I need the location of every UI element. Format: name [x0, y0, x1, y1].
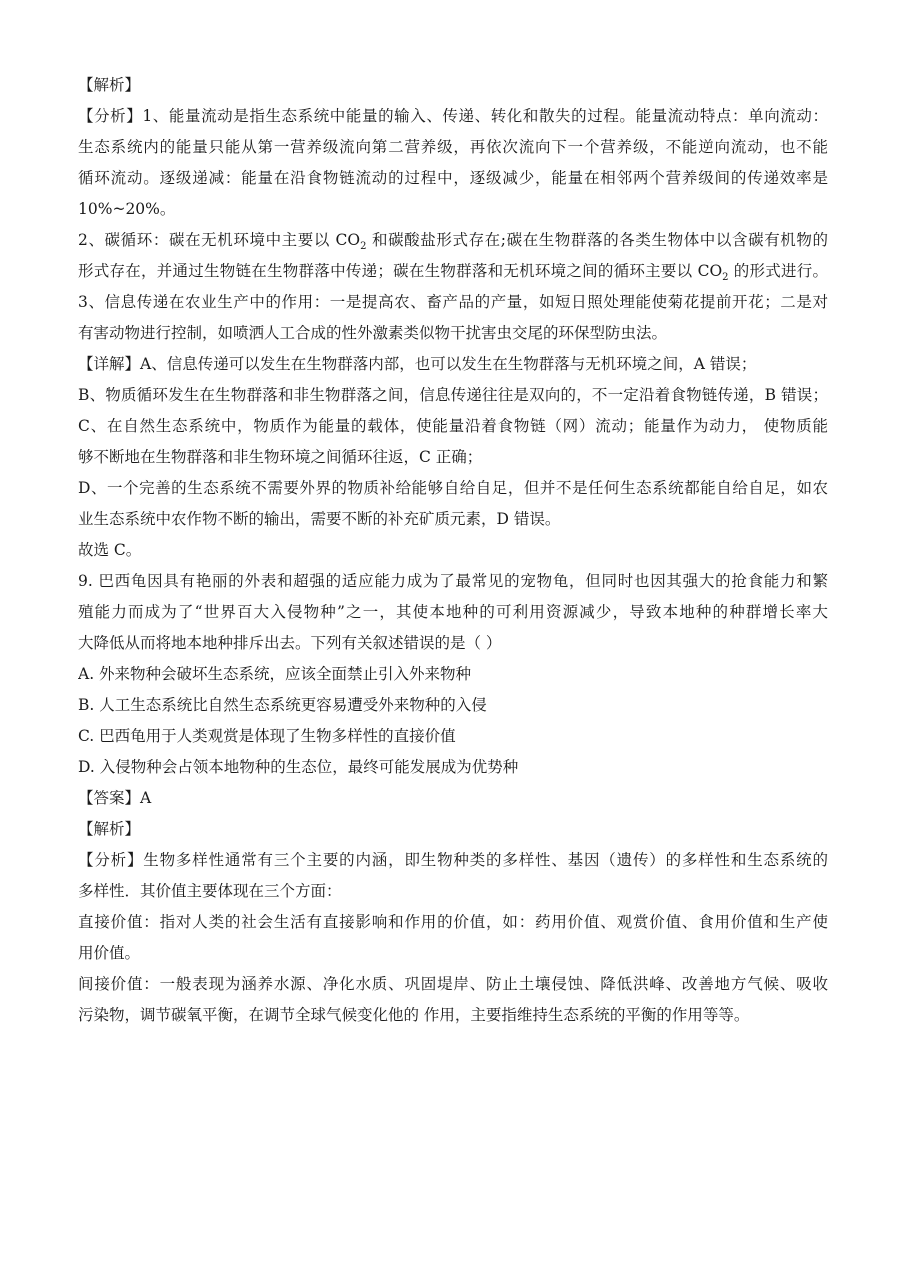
text-line: 10%~20%。	[78, 200, 176, 218]
subscript: 2	[360, 241, 367, 253]
text-line: 循环流动。逐级递减：能量在沿食物链流动的过程中，逐级减少，能量在相邻两个营养级间的传递效率是	[78, 169, 828, 187]
text-line: 多样性．其价值主要体现在三个方面：	[78, 882, 342, 900]
text-line: 用价值。	[78, 944, 141, 962]
text-line: D、一个完善的生态系统不需要外界的物质补给能够自给自足，但并不是任何生态系统都能自给自足，如农	[78, 479, 828, 497]
text-line	[78, 256, 828, 287]
text-line: 【解析】	[78, 76, 141, 94]
text-line: 间接价值：一般表现为涵养水源、净化水质、巩固堤岸、防止土壤侵蚀、降低洪峰、改善地方气候、吸收	[78, 975, 828, 993]
text-line: 【分析】生物多样性通常有三个主要的内涵，即生物种类的多样性、基因（遗传）的多样性和生态系统的	[78, 851, 828, 869]
text-line: A. 外来物种会破坏生态系统，应该全面禁止引入外来物种	[78, 665, 472, 683]
text-line: 3、信息传递在农业生产中的作用：一是提高农、畜产品的产量，如短日照处理能使菊花提前开花；二是对	[78, 293, 828, 311]
text-span: 形式存在，并通过生物链在生物群落中传递；碳在生物群落和无机环境之间的循环主要以 CO	[78, 262, 723, 280]
text-line: 污染物，调节碳氧平衡，在调节全球气候变化他的 作用，主要指维持生态系统的平衡的作用等等。	[78, 1006, 750, 1024]
text-line: 够不断地在生物群落和非生物环境之间循环往返，C 正确；	[78, 448, 483, 466]
text-span: 的形式进行。	[728, 262, 828, 280]
text-line: C、在自然生态系统中，物质作为能量的载体，使能量沿着食物链（网）流动；能量作为动力， 使物质能	[78, 417, 828, 435]
text-line: 【解析】	[78, 820, 141, 838]
document-page	[78, 70, 828, 1031]
text-span: 2、碳循环：碳在无机环境中主要以 CO	[78, 231, 361, 249]
text-line: 直接价值：指对人类的社会生活有直接影响和作用的价值，如：药用价值、观赏价值、食用价值和生产使	[78, 913, 828, 931]
text-line: D. 入侵物种会占领本地物种的生态位，最终可能发展成为优势种	[78, 758, 519, 776]
text-line: C. 巴西龟用于人类观赏是体现了生物多样性的直接价值	[78, 727, 456, 745]
text-line: 【答案】A	[78, 789, 152, 807]
subscript: 2	[722, 272, 729, 284]
text-line: 【分析】1、能量流动是指生态系统中能量的输入、传递、转化和散失的过程。能量流动特点：单向流动：	[78, 107, 828, 125]
text-line: 大降低从而将地本地种排斥出去。下列有关叙述错误的是（ ）	[78, 634, 502, 652]
text-line: 故选 C。	[78, 541, 142, 559]
text-line: B、物质循环发生在生物群落和非生物群落之间，信息传递往往是双向的，不一定沿着食物链传递，B 错误；	[78, 386, 828, 404]
text-line: B. 人工生态系统比自然生态系统更容易遭受外来物种的入侵	[78, 696, 487, 714]
text-line: 9. 巴西龟因具有艳丽的外表和超强的适应能力成为了最常见的宠物龟，但同时也因其强大的抢食能力和繁	[78, 572, 828, 590]
text-line: 业生态系统中农作物不断的输出，需要不断的补充矿质元素，D 错误。	[78, 510, 561, 528]
text-line: 生态系统内的能量只能从第一营养级流向第二营养级，再依次流向下一个营养级，不能逆向流动，也不能	[78, 138, 828, 156]
text-line: 【详解】A、信息传递可以发生在生物群落内部，也可以发生在生物群落与无机环境之间，A 错误；	[78, 355, 757, 373]
text-line: 有害动物进行控制，如喷洒人工合成的性外激素类似物干扰害虫交尾的环保型防虫法。	[78, 324, 668, 342]
text-line	[78, 225, 828, 256]
text-line: 殖能力而成为了“世界百大入侵物种”之一，其使本地种的可利用资源减少，导致本地种的种群增长率大	[78, 603, 828, 621]
text-span: 和碳酸盐形式存在;碳在生物群落的各类生物体中以含碳有机物的	[366, 231, 828, 249]
